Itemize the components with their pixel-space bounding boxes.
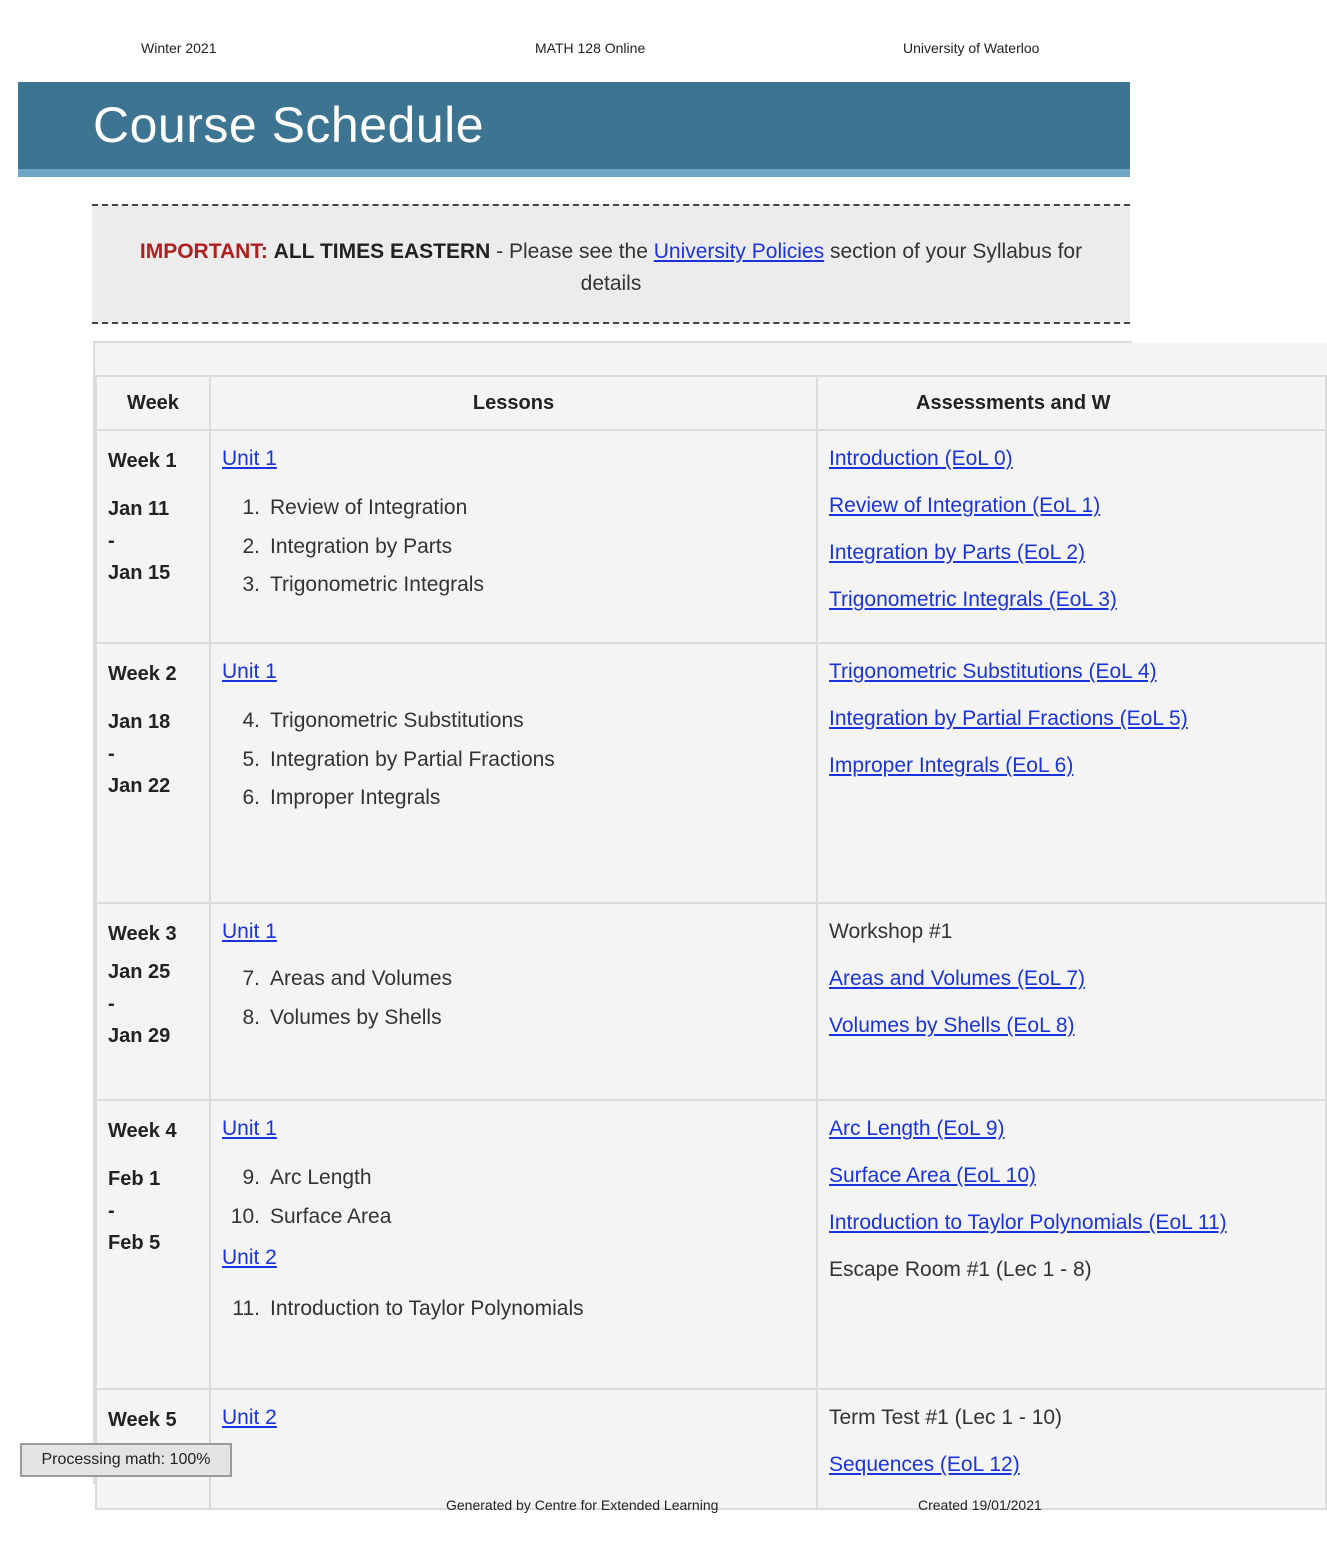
workshop-text: Workshop #1 — [829, 920, 953, 943]
list-item: 7. Areas and Volumes — [242, 967, 453, 990]
list-item: 4. Trigonometric Substitutions — [242, 709, 524, 732]
header-term: Winter 2021 — [141, 40, 217, 56]
col-header-assessments: Assessments and W — [817, 376, 1326, 430]
week-label: Week 3 — [108, 923, 177, 945]
eol-link[interactable]: Arc Length (EoL 9) — [829, 1117, 1005, 1140]
col-header-lessons: Lessons — [210, 376, 817, 430]
page-header — [0, 40, 1200, 60]
assessments-cell — [817, 1389, 1326, 1509]
lesson-list — [222, 489, 816, 605]
eol-link[interactable]: Trigonometric Substitutions (EoL 4) — [829, 660, 1157, 683]
week-start: Jan 11 — [108, 498, 170, 520]
week-end: Feb 5 — [108, 1232, 161, 1254]
week-cell — [96, 1100, 210, 1389]
eol-link[interactable]: Sequences (EoL 12) — [829, 1453, 1020, 1476]
notice-text-before: - Please see the — [490, 240, 654, 263]
eol-link[interactable]: Integration by Partial Fractions (EoL 5) — [829, 707, 1188, 730]
list-item: 11. Introduction to Taylor Polynomials — [232, 1297, 584, 1320]
eol-link[interactable]: Areas and Volumes (EoL 7) — [829, 967, 1086, 990]
eol-link[interactable]: Introduction to Taylor Polynomials (EoL 11) — [829, 1211, 1227, 1234]
page-title: Course Schedule — [93, 97, 485, 153]
week-label: Week 1 — [108, 450, 177, 472]
week-dash: - — [108, 530, 115, 552]
processing-math-status: Processing math: 100% — [20, 1443, 232, 1477]
unit-link[interactable]: Unit 1 — [222, 1117, 277, 1140]
escape-room-text: Escape Room #1 (Lec 1 - 8) — [829, 1258, 1092, 1281]
header-course: MATH 128 Online — [535, 40, 646, 56]
notice-important-label: IMPORTANT: — [139, 240, 268, 263]
eol-link[interactable]: Integration by Parts (EoL 2) — [829, 541, 1086, 564]
list-item: 8. Volumes by Shells — [242, 1005, 442, 1029]
list-item: 5. Integration by Partial Fractions — [242, 747, 555, 771]
week-dash: - — [108, 743, 115, 765]
lessons-cell — [210, 643, 817, 903]
week-start: Jan 25 — [108, 961, 171, 983]
lessons-cell — [210, 1100, 817, 1389]
schedule-table-container — [93, 341, 1227, 1484]
eol-link[interactable]: Trigonometric Integrals (EoL 3) — [829, 588, 1117, 611]
week-label: Week 4 — [108, 1120, 177, 1142]
notice-text-after: section of your Syllabus for details — [580, 240, 1083, 295]
table-spacer-row — [96, 343, 1326, 376]
assessments-cell — [817, 430, 1326, 643]
table-row — [96, 643, 1326, 903]
unit-link[interactable]: Unit 1 — [222, 660, 277, 683]
table-row — [96, 903, 1326, 1100]
title-banner — [18, 82, 1130, 177]
lessons-cell — [210, 1389, 817, 1509]
footer-created: Created 19/01/2021 — [918, 1497, 1042, 1513]
lesson-list — [222, 1290, 816, 1329]
list-item: 6. Improper Integrals — [242, 786, 441, 809]
week-end: Jan 22 — [108, 775, 171, 797]
unit-link[interactable]: Unit 2 — [222, 1246, 277, 1269]
week-dash: - — [108, 993, 115, 1015]
list-item: 9. Arc Length — [242, 1166, 372, 1189]
eol-link[interactable]: Volumes by Shells (EoL 8) — [829, 1014, 1075, 1037]
week-cell — [96, 643, 210, 903]
table-row — [96, 1100, 1326, 1389]
unit-link[interactable]: Unit 2 — [222, 1406, 277, 1429]
week-end: Jan 15 — [108, 562, 171, 584]
week-start: Jan 18 — [108, 711, 171, 733]
lessons-cell — [210, 903, 817, 1100]
week-label: Week 5 — [108, 1409, 177, 1431]
university-policies-link[interactable]: University Policies — [653, 240, 825, 263]
important-notice — [92, 204, 1130, 324]
notice-all-times: ALL TIMES EASTERN — [273, 240, 491, 263]
week-cell — [96, 903, 210, 1100]
eol-link[interactable]: Introduction (EoL 0) — [829, 447, 1013, 470]
term-test-text: Term Test #1 (Lec 1 - 10) — [829, 1406, 1063, 1429]
col-header-week: Week — [96, 376, 210, 430]
eol-link[interactable]: Improper Integrals (EoL 6) — [829, 754, 1074, 777]
footer-generated: Generated by Centre for Extended Learning — [446, 1497, 719, 1513]
list-item: 3. Trigonometric Integrals — [242, 573, 484, 596]
week-dash: - — [108, 1200, 115, 1222]
table-row — [96, 430, 1326, 643]
header-university: University of Waterloo — [903, 40, 1040, 56]
table-row — [96, 1389, 1326, 1509]
list-item: 10. Surface Area — [230, 1204, 392, 1228]
week-cell — [96, 430, 210, 643]
week-end: Jan 29 — [108, 1025, 171, 1047]
lesson-list — [222, 1159, 816, 1236]
week-label: Week 2 — [108, 663, 177, 685]
week-start: Feb 1 — [108, 1168, 161, 1190]
assessments-cell — [817, 903, 1326, 1100]
lesson-list — [222, 960, 816, 1037]
list-item: 1. Review of Integration — [242, 496, 468, 519]
assessments-cell — [817, 643, 1326, 903]
table-header-row — [96, 376, 1326, 430]
lessons-cell — [210, 430, 817, 643]
list-item: 2. Integration by Parts — [242, 534, 453, 558]
schedule-table — [95, 343, 1327, 1510]
eol-link[interactable]: Review of Integration (EoL 1) — [829, 494, 1101, 517]
lesson-list — [222, 702, 816, 818]
assessments-cell — [817, 1100, 1326, 1389]
unit-link[interactable]: Unit 1 — [222, 447, 277, 470]
unit-link[interactable]: Unit 1 — [222, 920, 277, 943]
eol-link[interactable]: Surface Area (EoL 10) — [829, 1164, 1037, 1187]
